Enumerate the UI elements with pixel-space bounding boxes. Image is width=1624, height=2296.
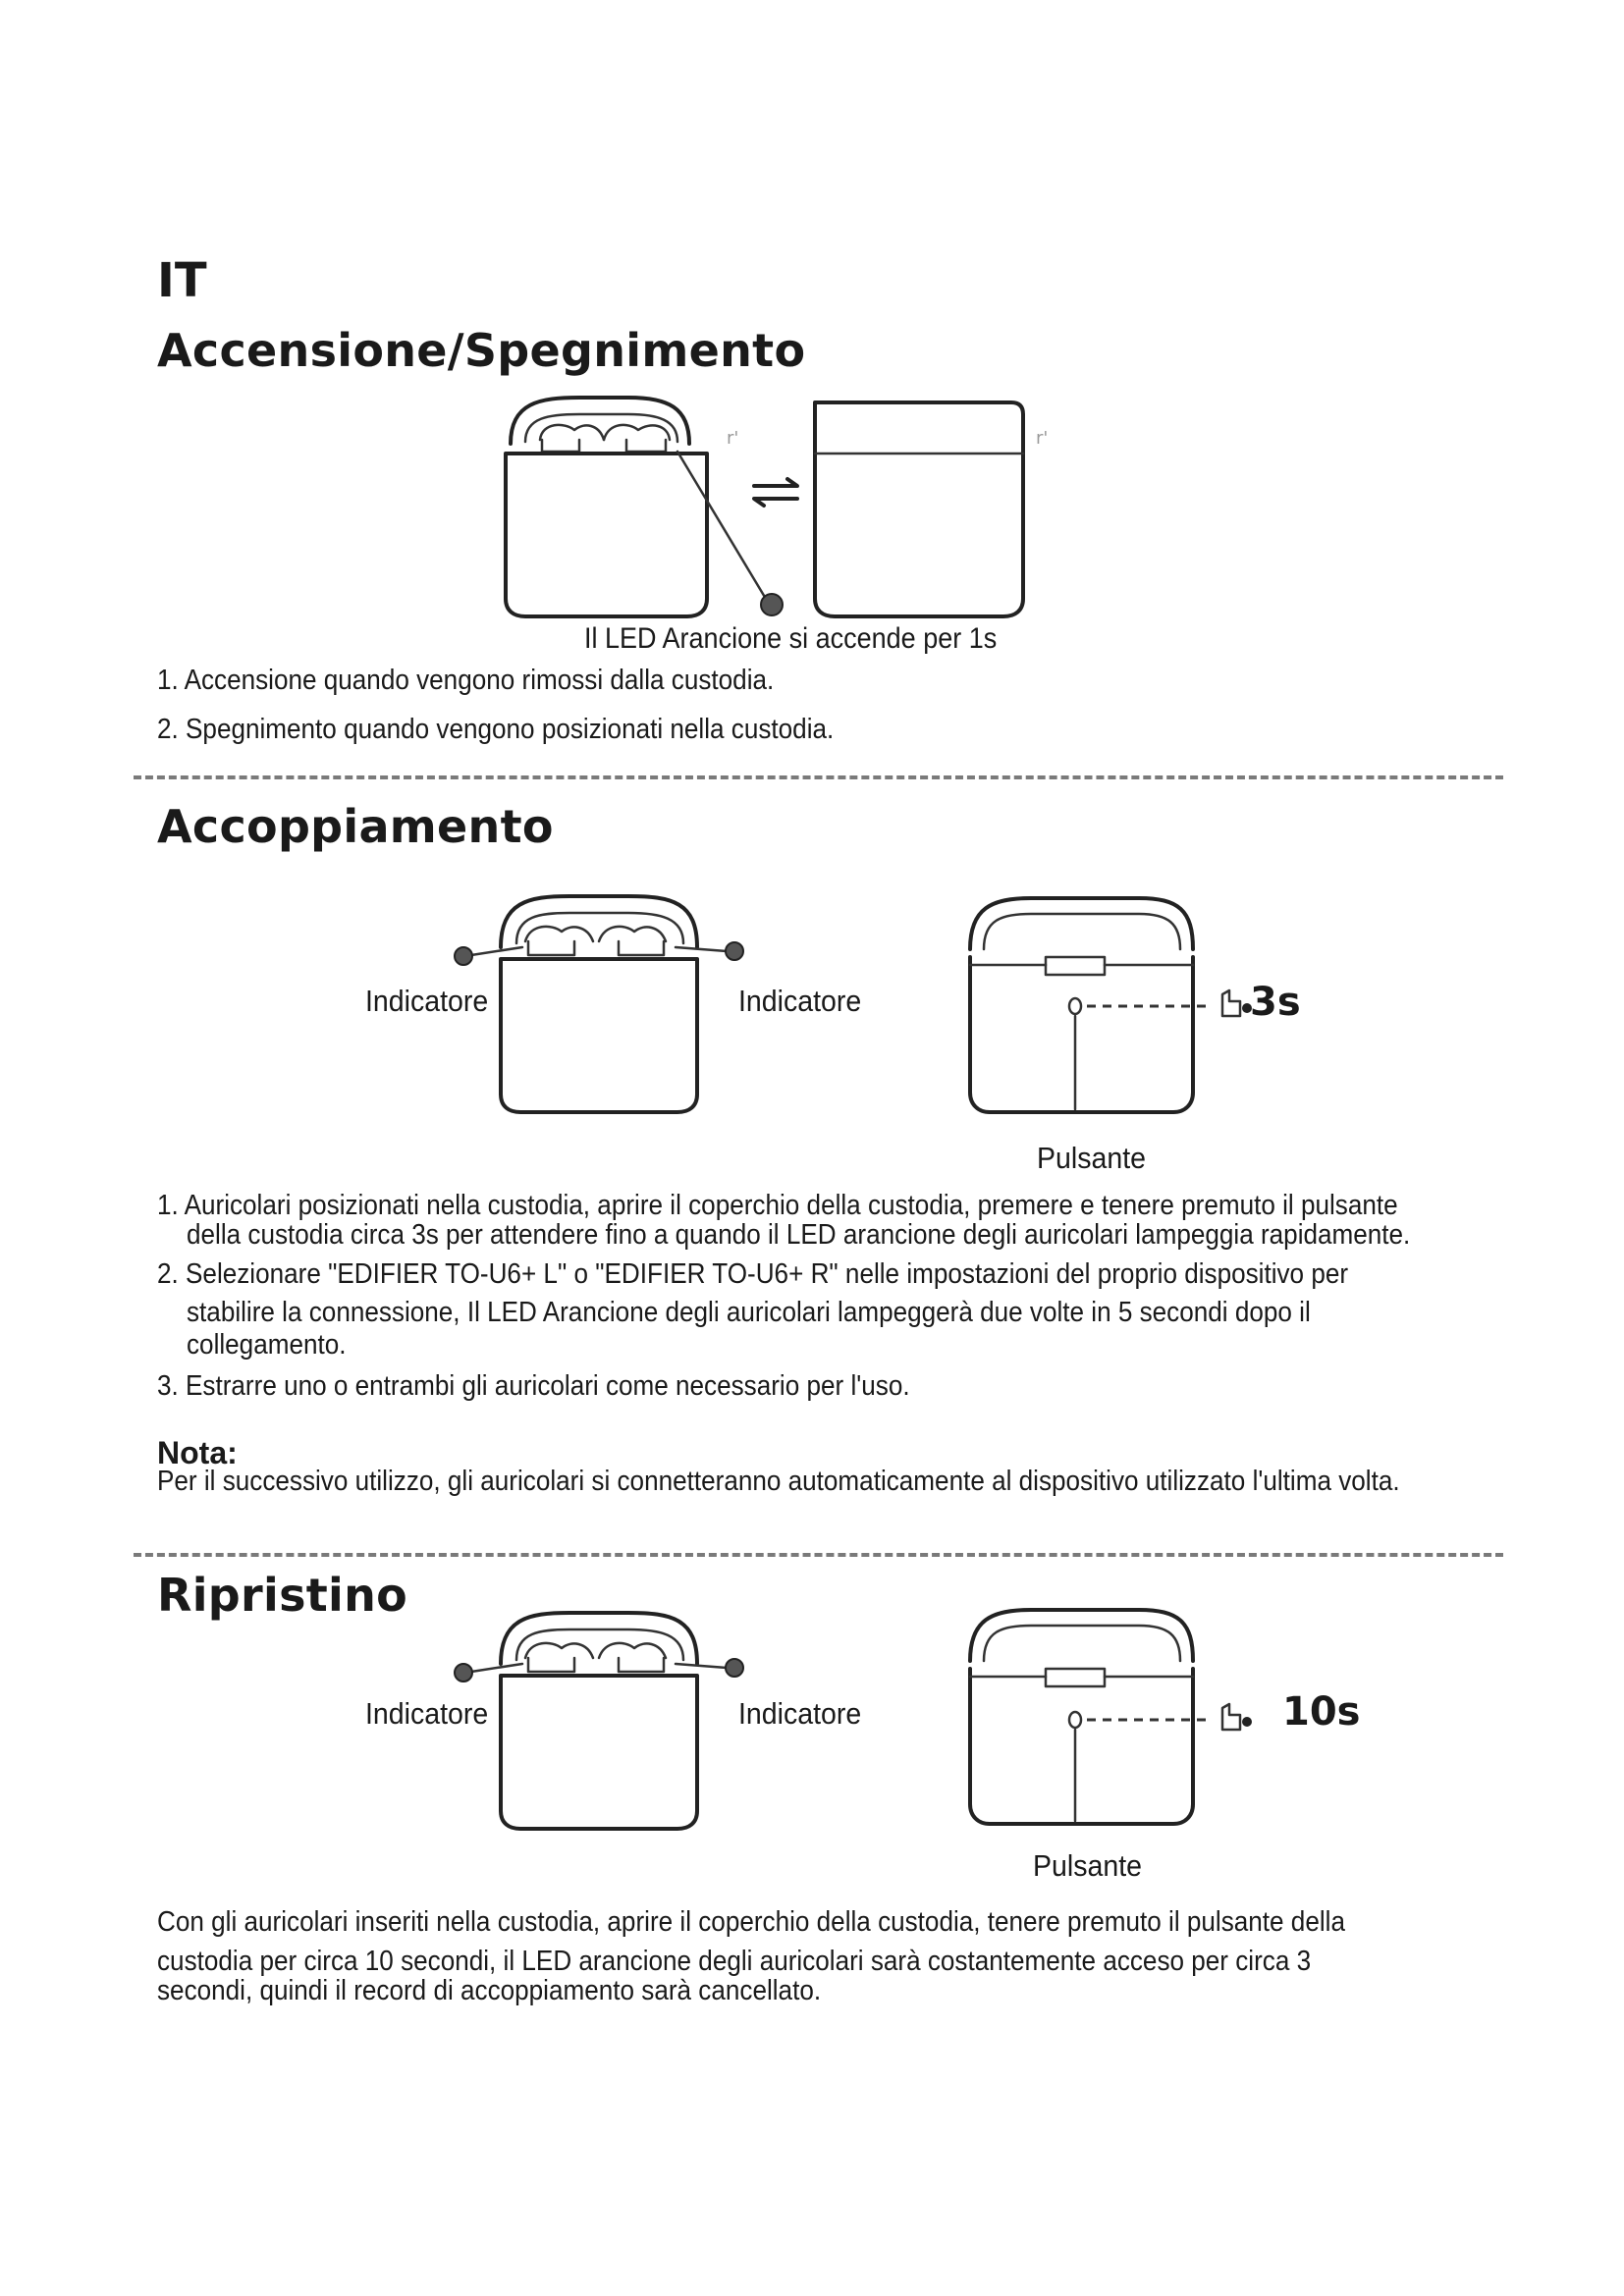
language-code: IT	[157, 253, 207, 308]
swap-arrows-icon	[754, 479, 797, 506]
note-title: Nota:	[157, 1435, 238, 1470]
reset-indicator-right: Indicatore	[738, 1696, 862, 1731]
pairing-section-title: Accoppiamento	[157, 800, 554, 853]
pairing-step-2-line-2: stabilire la connessione, Il LED Arancione degli auricolari lampeggerà due volte in 5 secondi dopo il	[187, 1297, 1311, 1328]
pairing-step-2-line-1: 2. Selezionare "EDIFIER TO-U6+ L" o "EDIFIER TO-U6+ R" nelle impostazioni del proprio dispositivo per	[157, 1258, 1349, 1290]
pairing-duration: 3s	[1250, 980, 1301, 1025]
pairing-step-1-line-2: della custodia circa 3s per attendere fino a quando il LED arancione degli auricolari lampeggia rapidamente.	[187, 1219, 1411, 1251]
reset-button-label: Pulsante	[1033, 1848, 1142, 1883]
closed-case-illustration	[815, 402, 1048, 616]
hand-press-icon	[1222, 990, 1252, 1016]
pairing-step-3: 3. Estrarre uno o entrambi gli auricolari come necessario per l'uso.	[157, 1370, 910, 1402]
reset-section-title: Ripristino	[157, 1569, 408, 1622]
note-text: Per il successivo utilizzo, gli auricolari si connetteranno automaticamente al dispositivo utilizzato l'ultima volta.	[157, 1466, 1400, 1497]
pairing-button-label: Pulsante	[1037, 1141, 1146, 1175]
section-divider	[134, 1553, 1503, 1557]
left-indicator-dot-icon	[455, 947, 472, 965]
led-dot-icon	[761, 594, 783, 615]
case-button-icon	[1069, 1712, 1081, 1728]
svg-text:r': r'	[727, 428, 739, 449]
case-button-icon	[1069, 998, 1081, 1014]
power-step-2: 2. Spegnimento quando vengono posizionati nella custodia.	[157, 714, 835, 745]
open-case-with-earbuds-illustration	[506, 398, 783, 616]
pairing-indicator-right: Indicatore	[738, 984, 862, 1018]
right-indicator-dot-icon	[726, 942, 743, 960]
power-step-1: 1. Accensione quando vengono rimossi dalla custodia.	[157, 665, 775, 696]
reset-button-illustration	[952, 1600, 1316, 1845]
hand-press-icon	[1222, 1704, 1252, 1730]
led-caption: Il LED Arancione si accende per 1s	[584, 622, 998, 655]
left-indicator-dot-icon	[455, 1664, 472, 1682]
right-indicator-dot-icon	[726, 1659, 743, 1677]
pairing-step-1-line-1: 1. Auricolari posizionati nella custodia, aprire il coperchio della custodia, premere e tenere premuto il pulsante	[157, 1190, 1398, 1221]
pairing-step-2-line-3: collegamento.	[187, 1329, 347, 1361]
svg-text:r': r'	[1036, 428, 1049, 449]
power-section-title: Accensione/Spegnimento	[157, 324, 806, 377]
section-divider	[134, 775, 1503, 779]
reset-text-line-3: secondi, quindi il record di accoppiamento sarà cancellato.	[157, 1975, 822, 2006]
reset-duration: 10s	[1282, 1689, 1361, 1735]
pairing-indicator-left: Indicatore	[365, 984, 489, 1018]
power-illustration	[481, 393, 1090, 628]
reset-text-line-1: Con gli auricolari inseriti nella custodia, aprire il coperchio della custodia, tenere premuto il pulsante della	[157, 1906, 1345, 1938]
reset-text-line-2: custodia per circa 10 secondi, il LED arancione degli auricolari sarà costantemente acceso per circa 3	[157, 1946, 1312, 1977]
reset-indicator-left: Indicatore	[365, 1696, 489, 1731]
